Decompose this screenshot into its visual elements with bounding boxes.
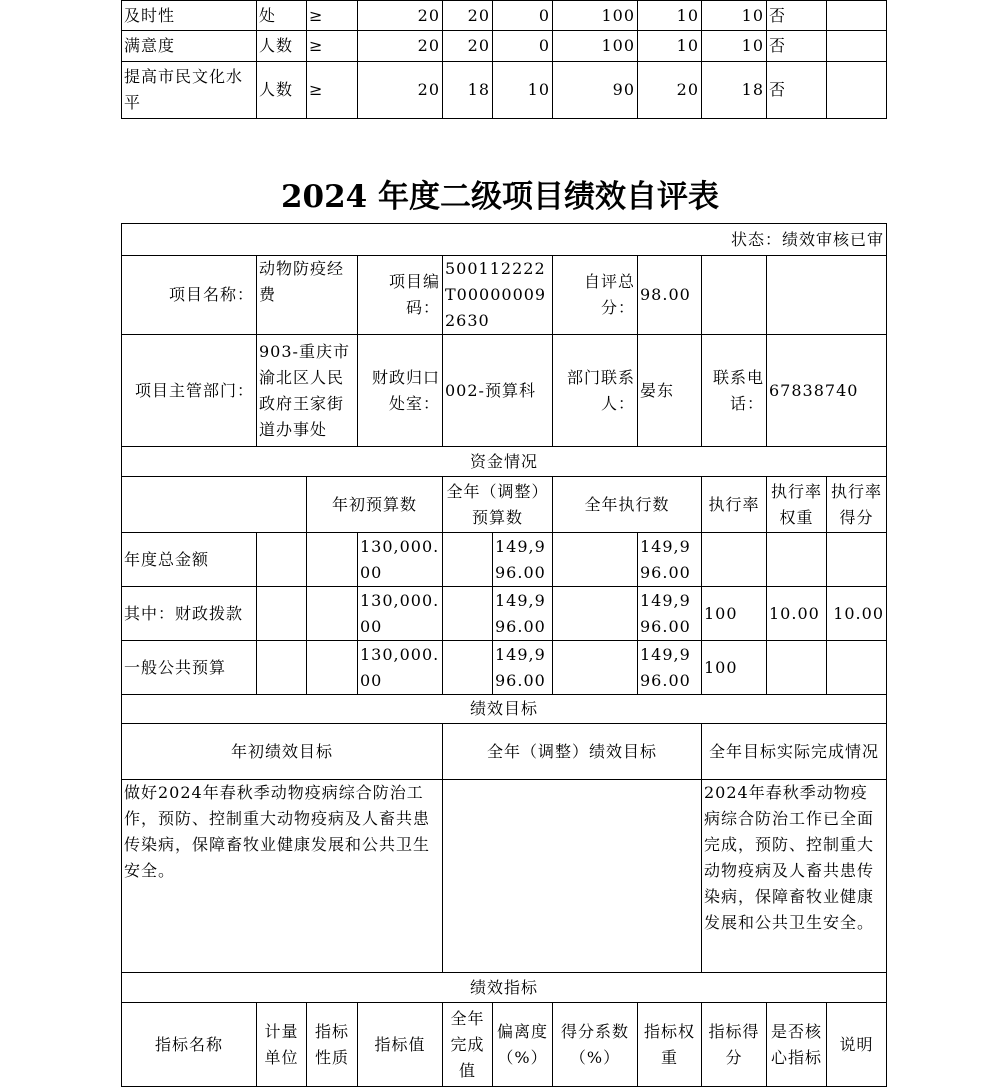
project-name: 动物防疫经费 (257, 256, 358, 335)
dept-value: 903-重庆市渝北区人民政府王家街道办事处 (257, 335, 358, 447)
empty-cell (122, 477, 307, 533)
status-text: 状态：绩效审核已审 (122, 224, 887, 256)
initial-budget-header: 年初预算数 (307, 477, 443, 533)
note-header: 说明 (827, 1003, 887, 1087)
indicator-core: 否 (767, 1, 827, 31)
empty-cell (443, 533, 493, 587)
empty-cell (702, 256, 767, 335)
page-title: 2024 年度二级项目绩效自评表 (280, 179, 720, 215)
indicator-coefficient: 100 (553, 1, 638, 31)
section-header (122, 447, 887, 477)
indicator-name-header: 指标名称 (122, 1003, 257, 1087)
dept-label: 项目主管部门： (122, 335, 257, 447)
indicator-unit: 处 (257, 1, 307, 31)
empty-cell (257, 533, 307, 587)
exec-weight: 10.00 (767, 587, 827, 641)
project-info-row (122, 256, 887, 335)
indicator-core: 否 (767, 62, 827, 119)
exec-score (827, 641, 887, 695)
empty-cell (443, 587, 493, 641)
empty-cell (257, 641, 307, 695)
indicator-score: 10 (702, 1, 767, 31)
indicator-name: 及时性 (122, 1, 257, 31)
actual-goal-text: 2024年春秋季动物疫病综合防治工作已全面完成，预防、控制重大动物疫病及人畜共患传染病，保障畜牧业健康发展和公共卫生安全。 (702, 780, 887, 973)
evaluation-table (121, 223, 887, 1087)
project-code-label: 项目编码： (358, 256, 443, 335)
funds-label: 一般公共预算 (122, 641, 257, 695)
indicator-name: 提高市民文化水平 (122, 62, 257, 119)
project-code: 500112222T000000092630 (443, 256, 553, 335)
section-header (122, 973, 887, 1003)
adjusted-budget: 149,996.00 (493, 533, 553, 587)
indicator-actual: 18 (443, 62, 493, 119)
adjusted-budget: 149,996.00 (493, 641, 553, 695)
table-row (122, 1, 887, 31)
indicator-coefficient: 100 (553, 31, 638, 62)
executed-amount: 149,996.00 (638, 533, 702, 587)
indicator-nature: ≥ (307, 31, 358, 62)
coefficient-header: 得分系数（%） (553, 1003, 638, 1087)
adjusted-goal-header: 全年（调整）绩效目标 (443, 724, 702, 780)
nature-header: 指标性质 (307, 1003, 358, 1087)
indicator-note (827, 62, 887, 119)
empty-cell (443, 641, 493, 695)
status-row (122, 224, 887, 256)
self-score: 98.00 (638, 256, 702, 335)
contact-value: 晏东 (638, 335, 702, 447)
initial-goal-header: 年初绩效目标 (122, 724, 443, 780)
indicator-actual: 20 (443, 31, 493, 62)
funds-row (122, 641, 887, 695)
weight-header: 指标权重 (638, 1003, 702, 1087)
funds-section-title: 资金情况 (122, 447, 887, 477)
exec-weight (767, 641, 827, 695)
goals-section-title: 绩效目标 (122, 695, 887, 724)
adjusted-goal-text (443, 780, 702, 973)
goals-header-row (122, 724, 887, 780)
rate-header: 执行率 (702, 477, 767, 533)
indicators-section-title: 绩效指标 (122, 973, 887, 1003)
indicator-note (827, 1, 887, 31)
unit-header: 计量单位 (257, 1003, 307, 1087)
phone-label: 联系电话： (702, 335, 767, 447)
table-row (122, 31, 887, 62)
project-name-label: 项目名称： (122, 256, 257, 335)
section-header (122, 695, 887, 724)
initial-budget: 130,000.00 (358, 641, 443, 695)
exec-weight (767, 533, 827, 587)
exec-score: 10.00 (827, 587, 887, 641)
exec-score (827, 533, 887, 587)
score-header: 指标得分 (702, 1003, 767, 1087)
indicator-value: 20 (358, 31, 443, 62)
empty-cell (553, 533, 638, 587)
empty-cell (553, 641, 638, 695)
dept-info-row (122, 335, 887, 447)
indicator-weight: 10 (638, 1, 702, 31)
initial-budget: 130,000.00 (358, 587, 443, 641)
indicator-note (827, 31, 887, 62)
indicator-deviation: 0 (493, 31, 553, 62)
indicator-score: 10 (702, 31, 767, 62)
indicator-name: 满意度 (122, 31, 257, 62)
empty-cell (257, 587, 307, 641)
table-row (122, 62, 887, 119)
adjusted-budget-header: 全年（调整）预算数 (443, 477, 553, 533)
deviation-header: 偏离度（%） (493, 1003, 553, 1087)
indicator-nature: ≥ (307, 1, 358, 31)
goals-content-row (122, 780, 887, 973)
score-label: 自评总分： (553, 256, 638, 335)
actual-goal-header: 全年目标实际完成情况 (702, 724, 887, 780)
empty-cell (307, 587, 358, 641)
finance-value: 002-预算科 (443, 335, 553, 447)
executed-amount: 149,996.00 (638, 587, 702, 641)
initial-goal-text: 做好2024年春秋季动物疫病综合防治工作，预防、控制重大动物疫病及人畜共患传染病，保障畜牧业健康发展和公共卫生安全。 (122, 780, 443, 973)
core-header: 是否核心指标 (767, 1003, 827, 1087)
indicator-weight: 10 (638, 31, 702, 62)
empty-cell (307, 533, 358, 587)
funds-label: 其中：财政拨款 (122, 587, 257, 641)
indicator-value: 20 (358, 62, 443, 119)
previous-indicator-table (121, 0, 887, 119)
indicator-coefficient: 90 (553, 62, 638, 119)
indicator-score: 18 (702, 62, 767, 119)
indicator-deviation: 0 (493, 1, 553, 31)
indicator-nature: ≥ (307, 62, 358, 119)
funds-header-row (122, 477, 887, 533)
initial-budget: 130,000.00 (358, 533, 443, 587)
indicator-core: 否 (767, 31, 827, 62)
funds-label: 年度总金额 (122, 533, 257, 587)
phone-value: 67838740 (767, 335, 887, 447)
rate-score-header: 执行率得分 (827, 477, 887, 533)
value-header: 指标值 (358, 1003, 443, 1087)
exec-rate (702, 533, 767, 587)
indicator-unit: 人数 (257, 31, 307, 62)
exec-rate: 100 (702, 587, 767, 641)
indicator-unit: 人数 (257, 62, 307, 119)
funds-row (122, 533, 887, 587)
executed-amount: 149,996.00 (638, 641, 702, 695)
exec-rate: 100 (702, 641, 767, 695)
executed-header: 全年执行数 (553, 477, 702, 533)
actual-header: 全年完成值 (443, 1003, 493, 1087)
contact-label: 部门联系人： (553, 335, 638, 447)
empty-cell (767, 256, 887, 335)
finance-label: 财政归口处室： (358, 335, 443, 447)
funds-row (122, 587, 887, 641)
indicator-weight: 20 (638, 62, 702, 119)
empty-cell (307, 641, 358, 695)
indicator-value: 20 (358, 1, 443, 31)
indicator-deviation: 10 (493, 62, 553, 119)
indicator-actual: 20 (443, 1, 493, 31)
weight-header: 执行率权重 (767, 477, 827, 533)
indicators-header-row (122, 1003, 887, 1087)
empty-cell (553, 587, 638, 641)
adjusted-budget: 149,996.00 (493, 587, 553, 641)
